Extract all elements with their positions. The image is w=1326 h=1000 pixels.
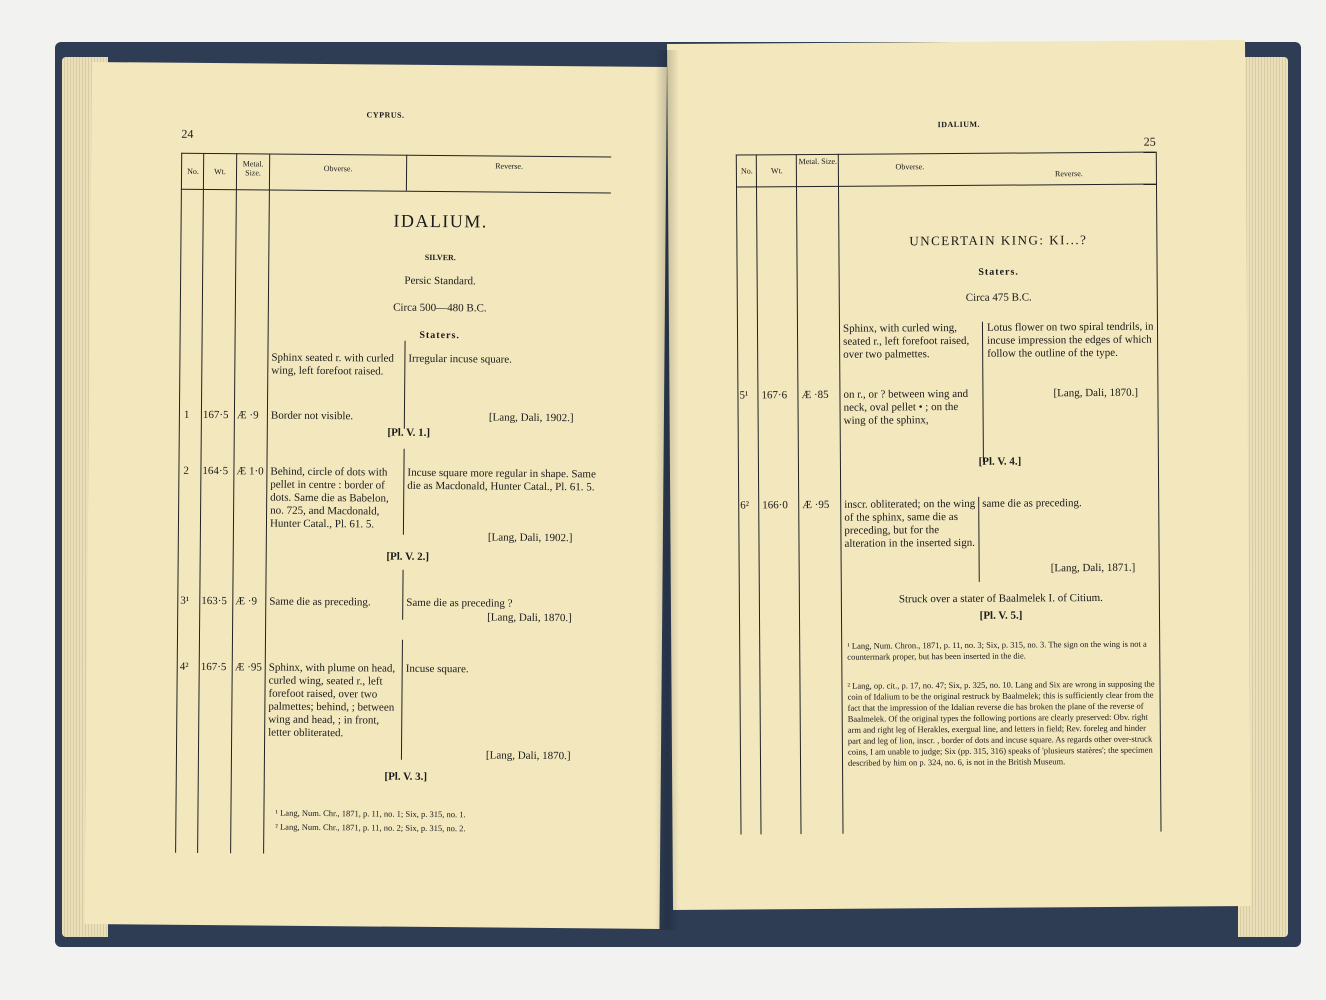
entry-obverse: Border not visible. — [270, 409, 354, 423]
entry-no: 5¹ — [739, 389, 749, 402]
column-header-wt: Wt. — [214, 167, 226, 177]
entry-weight: 167·5 — [202, 408, 229, 422]
overstruck-note: Struck over a stater of Baalmelek I. of Citium. — [898, 591, 1103, 606]
type-obverse: Sphinx, with curled wing, seated r., left forefoot raised, over two palmettes. — [842, 321, 970, 361]
entry-reference: [Lang, Dali, 1902.] — [487, 531, 573, 545]
denomination-heading: Staters. — [419, 329, 460, 342]
entry-metal: Æ ·95 — [802, 498, 830, 512]
table-border — [796, 154, 802, 834]
column-header-reverse: Reverse. — [495, 161, 524, 171]
footnote: ¹ Lang, Num. Chr., 1871, p. 11, no. 1; Six, p. 315, no. 1. — [275, 807, 466, 820]
entry-obverse: Behind, circle of dots with pellet in centre : border of dots. Same die as Babelon, no. 725, and Macdonald, Hunter Catal., Pl. 61. 5. — [269, 465, 389, 531]
entry-metal: Æ 1·0 — [236, 465, 264, 478]
entry-reverse: Incuse square more regular in shape. Same die as Macdonald, Hunter Catal., Pl. 61. 5. — [407, 466, 596, 494]
entry-weight: 167·6 — [761, 389, 788, 402]
denomination-heading: Staters. — [978, 266, 1019, 278]
column-header-obverse: Obverse. — [323, 164, 353, 174]
date-heading: Circa 500—480 B.C. — [393, 301, 487, 315]
entry-metal: Æ ·95 — [234, 661, 262, 674]
entry-no: 1 — [183, 408, 190, 421]
entry-metal: Æ ·9 — [235, 595, 258, 608]
entry-reference: [Lang, Dali, 1870.] — [1053, 386, 1139, 400]
book-gutter-shadow — [655, 50, 679, 930]
table-border — [230, 153, 237, 853]
table-border — [736, 155, 742, 835]
table-border — [403, 449, 405, 535]
section-title: IDALIUM. — [393, 210, 488, 232]
footnote: ² Lang, Num. Chr., 1871, p. 11, no. 2; Six, p. 315, no. 2. — [275, 821, 466, 834]
standard-heading: Persic Standard. — [404, 274, 476, 288]
entry-obverse: Same die as preceding. — [269, 595, 371, 609]
entry-no: 4² — [179, 660, 189, 673]
table-border — [402, 570, 403, 620]
entry-weight: 164·5 — [202, 464, 229, 478]
column-header-no: No. — [187, 166, 199, 176]
table-border — [978, 497, 980, 582]
table-border — [197, 153, 204, 853]
table-border — [263, 154, 270, 854]
entry-metal: Æ ·85 — [801, 388, 829, 402]
plate-reference: [Pl. V. 1.] — [387, 426, 431, 439]
running-head: IDALIUM. — [937, 119, 981, 130]
table-border — [401, 640, 403, 760]
table-border — [404, 341, 406, 429]
entry-obverse: inscr. obliterated; on the wing of the sphinx, same die as preceding, but for the alteration in the inserted sign. — [844, 497, 976, 550]
table-head-rule — [181, 189, 611, 194]
entry-weight: 167·5 — [200, 660, 227, 674]
left-page — [84, 62, 667, 929]
type-reverse: Lotus flower on two spiral tendrils, in incuse impression the edges of which follow the outline of the type. — [986, 320, 1154, 360]
date-heading: Circa 475 B.C. — [965, 291, 1032, 304]
section-title: UNCERTAIN KING: KI...? — [909, 232, 1088, 249]
entry-weight: 166·0 — [762, 499, 788, 512]
column-header-obverse: Obverse. — [895, 162, 925, 172]
table-border — [982, 322, 984, 462]
type-obverse: Sphinx seated r. with curled wing, left forefoot raised. — [271, 351, 394, 378]
page-number: 24 — [181, 126, 194, 141]
entry-reverse: same die as preceding. — [982, 497, 1082, 510]
column-header-metal: Metal. Size. — [242, 159, 264, 178]
table-border — [838, 154, 844, 834]
column-header-metal: Metal. Size. — [798, 156, 838, 167]
entry-no: 3¹ — [180, 594, 190, 607]
plate-reference: [Pl. V. 2.] — [386, 550, 430, 563]
metal-heading: SILVER. — [424, 252, 456, 263]
entry-reference: [Lang, Dali, 1902.] — [488, 411, 574, 425]
plate-reference: [Pl. V. 5.] — [979, 609, 1023, 622]
plate-reference: [Pl. V. 3.] — [384, 770, 428, 783]
footnote: ² Lang, op. cit., p. 17, no. 47; Six, p. 325, no. 10. Lang and Six are wrong in supposing the coin of Idalium to be the original restruck by Baalmelek; this is sufficiently clear from the fact that the impression of the Idalian reverse die has broken the plane of the reverse of Baalmelek. Of the original types the following portions are clearly preserved: Obv. right arm and right leg of Herakles, exergual line, and letters in field; Rev. foreleg and hinder part and leg of lion, inscr. , border of dots and incuse square. As regards other over-struck coins, I am unable to judge; Six (pp. 315, 316) speaks of 'plusieurs statères'; the specimen described by him on p. 324, no. 6, is not in the British Museum. — [847, 678, 1155, 768]
entry-reference: [Lang, Dali, 1870.] — [485, 749, 571, 763]
plate-reference: [Pl. V. 4.] — [978, 455, 1022, 468]
column-header-reverse: Reverse. — [1054, 169, 1083, 179]
table-head-rule — [736, 184, 1156, 188]
footnote: ¹ Lang, Num. Chron., 1871, p. 11, no. 3; Six, p. 315, no. 3. The sign on the wing is not a countermark proper, but has been inserted in the die. — [847, 638, 1147, 662]
right-page — [667, 40, 1251, 910]
entry-weight: 163·5 — [201, 594, 228, 608]
entry-metal: Æ ·9 — [236, 409, 259, 422]
column-header-no: No. — [740, 166, 753, 176]
table-border — [175, 153, 182, 853]
entry-reverse: Incuse square. — [405, 662, 469, 676]
page-number: 25 — [1143, 134, 1156, 149]
column-header-wt: Wt. — [770, 166, 783, 176]
running-head: CYPRUS. — [366, 110, 405, 120]
entry-obverse: on r., or ? between wing and neck, oval pellet • ; on the wing of the sphinx, — [843, 387, 969, 427]
entry-no: 6² — [740, 499, 750, 512]
table-top-rule — [181, 153, 611, 158]
entry-reverse: Same die as preceding ? — [406, 596, 513, 610]
table-border — [406, 155, 407, 191]
entry-reference: [Lang, Dali, 1871.] — [1050, 561, 1136, 575]
table-top-rule — [736, 152, 1156, 156]
entry-reference: [Lang, Dali, 1870.] — [487, 611, 572, 625]
table-border — [756, 154, 762, 834]
entry-no: 2 — [183, 464, 189, 477]
entry-obverse: Sphinx, with plume on head, curled wing, seated r., left forefoot raised, over two palmettes; behind, ; between wing and head, ; in front, letter obliterated. — [268, 661, 396, 740]
type-reverse: Irregular incuse square. — [408, 352, 513, 366]
